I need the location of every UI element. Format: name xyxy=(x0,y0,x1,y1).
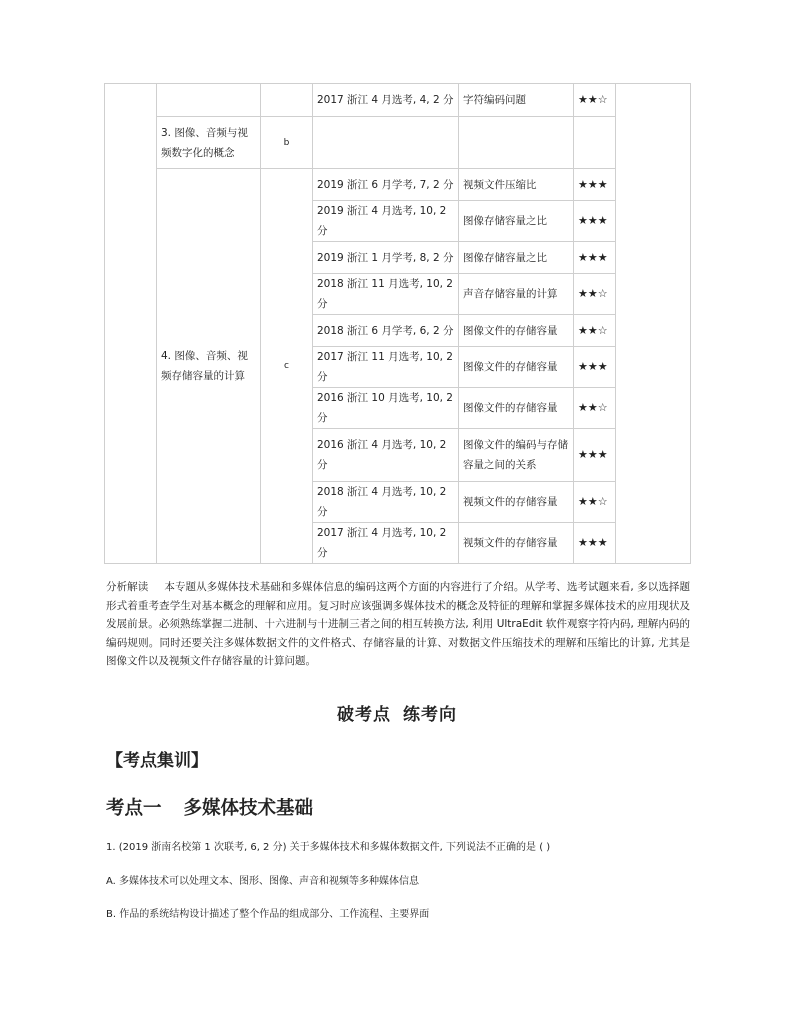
exam-topic: 声音存储容量的计算 xyxy=(459,274,574,315)
blank-cell xyxy=(105,84,157,564)
exam-source: 2017 浙江 11 月选考, 10, 2 分 xyxy=(313,347,459,388)
table-row xyxy=(105,169,691,201)
exam-topic: 视频文件的存储容量 xyxy=(459,523,574,564)
exam-topic: 视频文件的存储容量 xyxy=(459,482,574,523)
exam-source: 2016 浙江 4 月选考, 10, 2 分 xyxy=(313,429,459,482)
exam-topic: 视频文件压缩比 xyxy=(459,169,574,201)
blank-cell xyxy=(261,84,313,117)
table-row xyxy=(105,84,691,117)
exam-points-table xyxy=(104,83,691,564)
difficulty-stars: ★★★ xyxy=(574,242,616,274)
exam-topic: 图像文件的存储容量 xyxy=(459,315,574,347)
exam-source: 2019 浙江 6 月学考, 7, 2 分 xyxy=(313,169,459,201)
difficulty-stars: ★★☆ xyxy=(574,84,616,117)
exam-source: 2019 浙江 1 月学考, 8, 2 分 xyxy=(313,242,459,274)
exam-source: 2018 浙江 4 月选考, 10, 2 分 xyxy=(313,482,459,523)
difficulty-stars: ★★★ xyxy=(574,201,616,242)
analysis-paragraph xyxy=(106,578,690,671)
blank-cell xyxy=(616,84,691,564)
section-title-part1: 破考点 xyxy=(337,705,391,725)
difficulty-stars: ★★★ xyxy=(574,429,616,482)
difficulty-stars: ★★★ xyxy=(574,523,616,564)
blank-cell xyxy=(313,117,459,169)
kaodian-heading xyxy=(106,794,313,820)
kaodian-title: 多媒体技术基础 xyxy=(183,798,314,819)
bracket-heading: 【考点集训】 xyxy=(106,751,208,771)
exam-source: 2016 浙江 10 月选考, 10, 2 分 xyxy=(313,388,459,429)
blank-cell xyxy=(574,117,616,169)
exam-topic: 图像文件的存储容量 xyxy=(459,388,574,429)
difficulty-stars: ★★★ xyxy=(574,169,616,201)
exam-topic: 图像文件的存储容量 xyxy=(459,347,574,388)
exam-source: 2019 浙江 4 月选考, 10, 2 分 xyxy=(313,201,459,242)
category-level: b xyxy=(261,117,313,169)
difficulty-stars: ★★★ xyxy=(574,347,616,388)
analysis-label: 分析解读 xyxy=(106,581,149,593)
exam-source: 2018 浙江 11 月选考, 10, 2 分 xyxy=(313,274,459,315)
exam-topic: 图像存储容量之比 xyxy=(459,242,574,274)
analysis-text: 本专题从多媒体技术基础和多媒体信息的编码这两个方面的内容进行了介绍。从学考、选考试题来看, 多以选择题形式着重考查学生对基本概念的理解和应用。复习时应该强调多媒体技术的概念及特征的理解和掌握多媒体技术的应用现状及发展前景。必须熟练掌握二进制、十六进制与十进制三者之间的相互转换方法, 利用 UltraEdit 软件观察字符内码, 理解内码的编码规则。同时还要关注多媒体数据文件的文件格式、存储容量的计算、对数据文件压缩技术的理解和压缩比的计算, 尤其是图像文件以及视频文件存储容量的计算问题。 xyxy=(106,581,690,667)
exam-topic: 图像文件的编码与存储容量之间的关系 xyxy=(459,429,574,482)
category-title: 3. 图像、音频与视频数字化的概念 xyxy=(157,117,261,169)
exam-source: 2018 浙江 6 月学考, 6, 2 分 xyxy=(313,315,459,347)
question-stem: 1. (2019 浙南名校第 1 次联考, 6, 2 分) 关于多媒体技术和多媒体数据文件, 下列说法不正确的是 ( ) xyxy=(106,842,551,853)
category-title: 4. 图像、音频、视频存储容量的计算 xyxy=(157,169,261,564)
table-row xyxy=(105,117,691,169)
option-a: A. 多媒体技术可以处理文本、图形、图像、声音和视频等多种媒体信息 xyxy=(106,876,420,887)
exam-topic: 字符编码问题 xyxy=(459,84,574,117)
category-level: c xyxy=(261,169,313,564)
difficulty-stars: ★★☆ xyxy=(574,274,616,315)
section-title-part2: 练考向 xyxy=(403,705,457,725)
exam-topic: 图像存储容量之比 xyxy=(459,201,574,242)
blank-cell xyxy=(459,117,574,169)
difficulty-stars: ★★☆ xyxy=(574,315,616,347)
kaodian-number: 考点一 xyxy=(106,798,162,819)
exam-source: 2017 浙江 4 月选考, 4, 2 分 xyxy=(313,84,459,117)
option-b: B. 作品的系统结构设计描述了整个作品的组成部分、工作流程、主要界面 xyxy=(106,909,430,920)
exam-source: 2017 浙江 4 月选考, 10, 2 分 xyxy=(313,523,459,564)
section-title xyxy=(0,700,794,725)
blank-cell xyxy=(157,84,261,117)
difficulty-stars: ★★☆ xyxy=(574,482,616,523)
difficulty-stars: ★★☆ xyxy=(574,388,616,429)
